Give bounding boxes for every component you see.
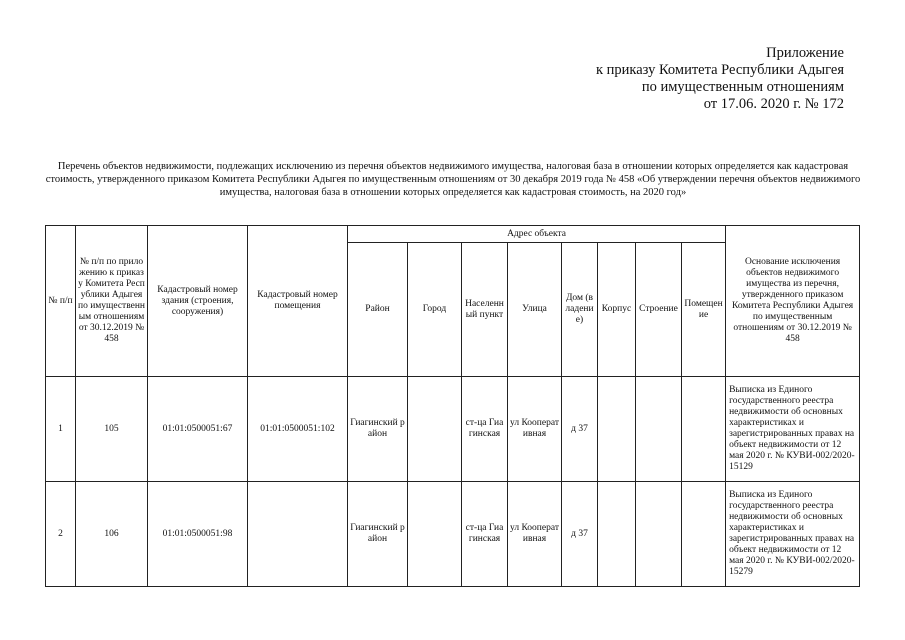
appendix-line-4: от 17.06. 2020 г. № 172 — [703, 96, 844, 112]
cell-structure — [636, 377, 682, 482]
cell-num: 1 — [46, 377, 76, 482]
cell-building-cadastral: 01:01:0500051:67 — [148, 377, 248, 482]
header-house: Дом (владение) — [562, 243, 598, 377]
document-title: Перечень объектов недвижимости, подлежащих исключению из перечня объектов недвижимого имущества, налоговая база в отношении которых определяется как кадастровая стоимость, утвержденного приказом Комитета Республики Адыгея по имущественным отношениям от 30 декабря 2019 года № 458 «Об утверждении перечня объектов недвижимого имущества, налоговая база в отношении которых определяется как кадастровая стоимость, на 2020 год» — [45, 161, 861, 198]
cell-settlement: ст-ца Гиагинская — [462, 482, 508, 587]
cell-district: Гиагинский район — [348, 482, 408, 587]
cell-street: ул Кооперативная — [508, 482, 562, 587]
cell-basis: Выписка из Единого государственного реестра недвижимости об основных характеристиках и зарегистрированных правах на объект недвижимости от 12 мая 2020 г. № КУВИ-002/2020-15129 — [726, 377, 860, 482]
exclusion-table — [45, 225, 860, 587]
cell-building-cadastral: 01:01:0500051:98 — [148, 482, 248, 587]
cell-ref: 106 — [76, 482, 148, 587]
header-structure: Строение — [636, 243, 682, 377]
cell-street: ул Кооперативная — [508, 377, 562, 482]
header-settlement: Населенный пункт — [462, 243, 508, 377]
cell-premise — [682, 377, 726, 482]
header-ref: № п/п по приложению к приказу Комитета Республики Адыгея по имущественным отношениям от 30.12.2019 № 458 — [76, 226, 148, 377]
appendix-line-2: к приказу Комитета Республики Адыгея — [595, 62, 844, 78]
header-city: Город — [408, 243, 462, 377]
cell-basis: Выписка из Единого государственного реестра недвижимости об основных характеристиках и зарегистрированных правах на объект недвижимости от 12 мая 2020 г. № КУВИ-002/2020-15279 — [726, 482, 860, 587]
header-premise: Помещение — [682, 243, 726, 377]
appendix-line-1: Приложение — [766, 45, 844, 61]
cell-city — [408, 377, 462, 482]
table-row — [46, 482, 860, 587]
cell-district: Гиагинский район — [348, 377, 408, 482]
header-num: № п/п — [46, 226, 76, 377]
cell-block — [598, 482, 636, 587]
header-district: Район — [348, 243, 408, 377]
header-room-cadastral: Кадастровый номер помещения — [248, 226, 348, 377]
cell-house: д 37 — [562, 377, 598, 482]
cell-structure — [636, 482, 682, 587]
cell-city — [408, 482, 462, 587]
header-street: Улица — [508, 243, 562, 377]
header-building-cadastral: Кадастровый номер здания (строения, сооружения) — [148, 226, 248, 377]
header-address: Адрес объекта — [348, 226, 726, 243]
cell-premise — [682, 482, 726, 587]
header-block: Корпус — [598, 243, 636, 377]
appendix-header — [596, 45, 844, 113]
cell-settlement: ст-ца Гиагинская — [462, 377, 508, 482]
cell-ref: 105 — [76, 377, 148, 482]
cell-room-cadastral: 01:01:0500051:102 — [248, 377, 348, 482]
cell-room-cadastral — [248, 482, 348, 587]
cell-num: 2 — [46, 482, 76, 587]
header-basis: Основание исключения объектов недвижимого имущества из перечня, утвержденного приказом Комитета Республики Адыгея по имущественным отношениям от 30.12.2019 № 458 — [726, 226, 860, 377]
cell-block — [598, 377, 636, 482]
cell-house: д 37 — [562, 482, 598, 587]
table-row — [46, 377, 860, 482]
appendix-line-3: по имущественным отношениям — [641, 79, 844, 95]
